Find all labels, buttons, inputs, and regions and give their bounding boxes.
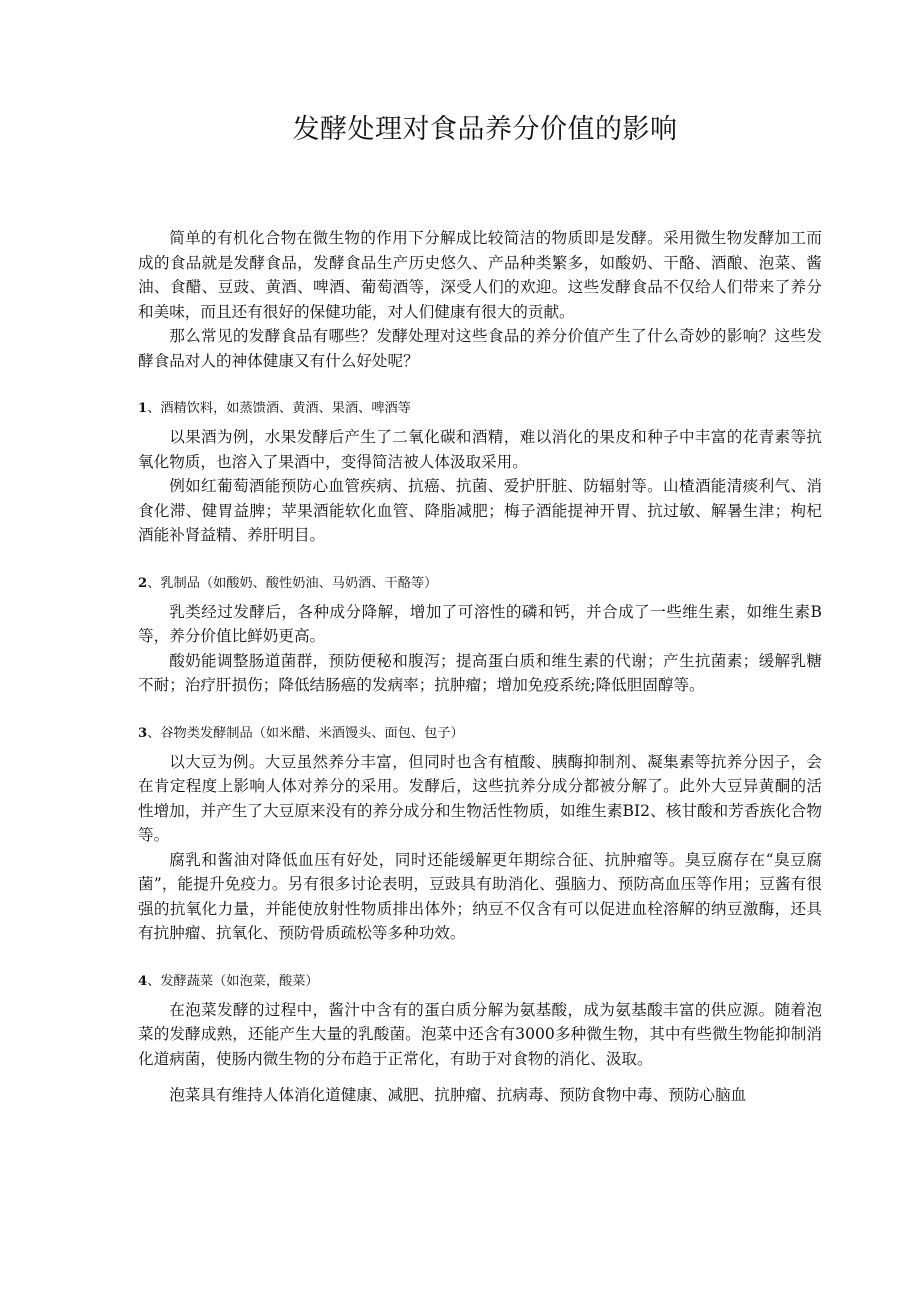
section-heading-text: 、乳制品（如酸奶、酸性奶油、马奶酒、干酪等） (147, 575, 438, 591)
section-number: 1 (138, 401, 148, 416)
intro-paragraph-1: 简单的有机化合物在微生物的作用下分解成比较简洁的物质即是发酵。采用微生物发酵加工而成的食品就是发酵食品，发酵食品生产历史悠久、产品种类繁多，如酸奶、干酪、酒酿、泡菜、酱油、食醋、豆豉、黄酒、啤酒、葡萄酒等，深受人们的欢迎。这些发酵食品不仅给人们带来了养分和美味，而且还有很好的保健功能，对人们健康有很大的贡献。 (138, 229, 822, 321)
section-2-paragraph-2: 酸奶能调整肠道菌群，预防便秘和腹泻；提高蛋白质和维生素的代谢；产生抗菌素；缓解乳糖不耐；治疗肝损伤；降低结肠癌的发病率；抗肿瘤；增加免疫系统;降低胆固醇等。 (138, 651, 822, 694)
section-heading-text: 、谷物类发酵制品（如米醋、米酒馒头、面包、包子） (147, 725, 464, 741)
paragraph-spacer (138, 1071, 822, 1083)
section-heading-4 (138, 972, 822, 992)
section-heading-1 (138, 399, 822, 419)
section-1-paragraph-1: 以果酒为例，水果发酵后产生了二氧化碳和酒精，难以消化的果皮和种子中丰富的花青素等抗氧化物质，也溶入了果酒中，变得简洁被人体汲取采用。 (138, 428, 822, 471)
section-number: 3 (138, 725, 148, 741)
section-3-paragraph-2: 腐乳和酱油对降低血压有好处，同时还能缓解更年期综合征、抗肿瘤等。臭豆腐存在“臭豆腐菌”，能提升免疫力。另有很多讨论表明，豆豉具有助消化、强脑力、预防高血压等作用；豆酱有很强的抗氧化力量，并能使放射性物质排出体外；纳豆不仅含有可以促进血栓溶解的纳豆激酶，还具有抗肿瘤、抗氧化、预防骨质疏松等多种功效。 (138, 850, 822, 942)
section-heading-3 (138, 724, 822, 744)
section-1-paragraph-2: 例如红葡萄酒能预防心血管疾病、抗癌、抗菌、爱护肝脏、防辐射等。山楂酒能清痰利气、消食化滞、健胃益脾；苹果酒能软化血管、降脂减肥；梅子酒能提神开胃、抗过敏、解暑生津；枸杞酒能补肾益精、养肝明目。 (138, 477, 822, 544)
section-3-paragraph-1: 以大豆为例。大豆虽然养分丰富，但同时也含有植酸、胰酶抑制剂、凝集素等抗养分因子，会在肯定程度上影响人体对养分的采用。发酵后，这些抗养分成分都被分解了。此外大豆异黄酮的活性增加，并产生了大豆原来没有的养分成分和生物活性物质，如维生素BI2、核甘酸和芳香族化合物等。 (138, 752, 822, 844)
section-4-paragraph-2: 泡菜具有维持人体消化道健康、减肥、抗肿瘤、抗病毒、预防食物中毒、预防心脑血 (169, 1086, 747, 1104)
section-heading-2 (138, 574, 822, 594)
document-title: 发酵处理对食品养分价值的影响 (292, 114, 678, 145)
section-heading-text: 、发酵蔬菜（如泡菜，酸菜） (147, 973, 319, 989)
intro-paragraph-2: 那么常见的发酵食品有哪些？发酵处理对这些食品的养分价值产生了什么奇妙的影响？这些发酵食品对人的神体健康又有什么好处呢？ (138, 327, 822, 370)
section-heading-text: 、酒精饮料，如蒸馈酒、黄酒、果酒、啤酒等 (147, 401, 411, 416)
section-2-paragraph-1: 乳类经过发酵后，各种成分降解，增加了可溶性的磷和钙，并合成了一些维生素，如维生素B等，养分价值比鲜奶更高。 (138, 602, 822, 645)
section-number: 2 (138, 575, 148, 591)
document-body (138, 226, 822, 1108)
section-number: 4 (138, 973, 148, 989)
section-4-paragraph-1: 在泡菜发酵的过程中，酱汁中含有的蛋白质分解为氨基酸，成为氨基酸丰富的供应源。随着泡菜的发酵成熟，还能产生大量的乳酸菌。泡菜中还含有3000多种微生物，其中有些微生物能抑制消化道病菌，使肠内微生物的分布趋于正常化，有助于对食物的消化、汲取。 (138, 1000, 822, 1068)
